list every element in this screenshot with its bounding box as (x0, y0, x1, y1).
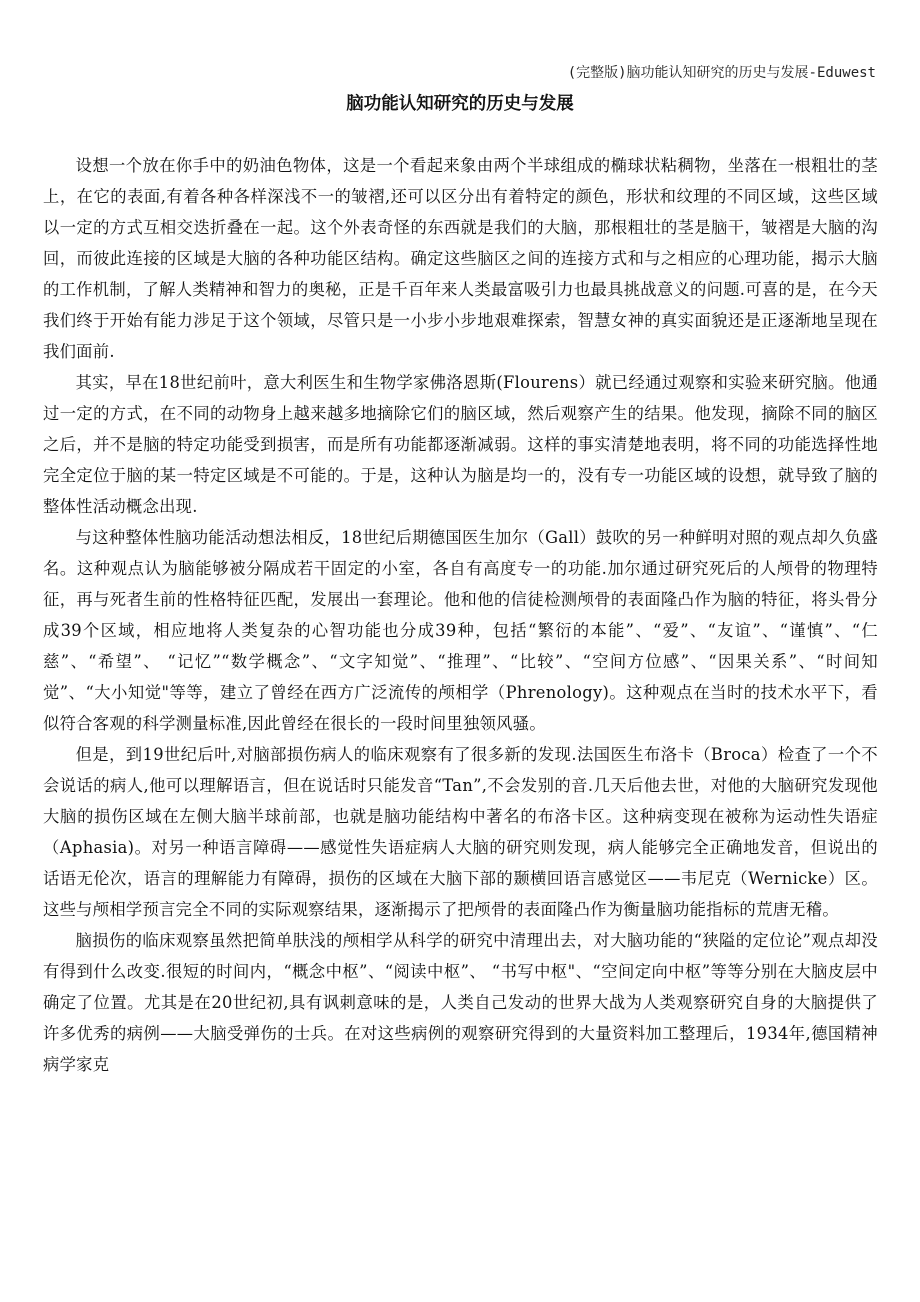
document-body (43, 150, 878, 1080)
paragraph-flourens: 其实，早在18世纪前叶，意大利医生和生物学家佛洛恩斯(Flourens）就已经通过观察和实验来研究脑。他通过一定的方式，在不同的动物身上越来越多地摘除它们的脑区域，然后观察产生的结果。他发现，摘除不同的脑区之后，并不是脑的特定功能受到损害，而是所有功能都逐渐减弱。这样的事实清楚地表明，将不同的功能选择性地完全定位于脑的某一特定区域是不可能的。于是，这种认为脑是均一的，没有专一功能区域的设想，就导致了脑的整体性活动概念出现. (43, 373, 878, 516)
paragraph-broca-wernicke: 但是，到19世纪后叶,对脑部损伤病人的临床观察有了很多新的发现.法国医生布洛卡（Broca）检查了一个不会说话的病人,他可以理解语言，但在说话时只能发音“Tan”,不会发别的音.几天后他去世，对他的大脑研究发现他大脑的损伤区域在左侧大脑半球前部，也就是脑功能结构中著名的布洛卡区。这种病变现在被称为运动性失语症（Aphasia)。对另一种语言障碍——感觉性失语症病人大脑的研究则发现，病人能够完全正确地发音，但说出的话语无伦次，语言的理解能力有障碍，损伤的区域在大脑下部的颞横回语言感觉区——韦尼克（Wernicke）区。这些与颅相学预言完全不同的实际观察结果，逐渐揭示了把颅骨的表面隆凸作为衡量脑功能指标的荒唐无稽。 (43, 745, 878, 919)
paragraph-intro: 设想一个放在你手中的奶油色物体，这是一个看起来象由两个半球组成的椭球状粘稠物，坐落在一根粗壮的茎上，在它的表面,有着各种各样深浅不一的皱褶,还可以区分出有着特定的颜色，形状和纹理的不同区域，这些区域以一定的方式互相交迭折叠在一起。这个外表奇怪的东西就是我们的大脑，那根粗壮的茎是脑干，皱褶是大脑的沟回，而彼此连接的区域是大脑的各种功能区结构。确定这些脑区之间的连接方式和与之相应的心理功能，揭示大脑的工作机制，了解人类精神和智力的奥秘，正是千百年来人类最富吸引力也最具挑战意义的问题.可喜的是，在今天我们终于开始有能力涉足于这个领域，尽管只是一小步小步地艰难探索，智慧女神的真实面貌还是正逐渐地呈现在我们面前. (43, 156, 878, 361)
document-title: 脑功能认知研究的历史与发展 (346, 94, 574, 114)
running-header: (完整版)脑功能认知研究的历史与发展-Eduwest (567, 65, 876, 81)
paragraph-localization: 脑损伤的临床观察虽然把简单肤浅的颅相学从科学的研究中清理出去，对大脑功能的“狭隘的定位论”观点却没有得到什么改变.很短的时间内，“概念中枢”、“阅读中枢”、 “书写中枢"、“空间定向中枢”等等分别在大脑皮层中确定了位置。尤其是在20世纪初,具有讽刺意味的是，人类自己发动的世界大战为人类观察研究自身的大脑提供了许多优秀的病例——大脑受弹伤的士兵。在对这些病例的观察研究得到的大量资料加工整理后，1934年,德国精神病学家克 (43, 931, 878, 1074)
paragraph-gall-phrenology: 与这种整体性脑功能活动想法相反，18世纪后期德国医生加尔（Gall）鼓吹的另一种鲜明对照的观点却久负盛名。这种观点认为脑能够被分隔成若干固定的小室，各自有高度专一的功能.加尔通过研究死后的人颅骨的物理特征，再与死者生前的性格特征匹配，发展出一套理论。他和他的信徒检测颅骨的表面隆凸作为脑的特征，将头骨分成39个区域，相应地将人类复杂的心智功能也分成39种，包括“繁衍的本能”、“爱”、“友谊”、“谨慎”、“仁慈”、“希望”、 “记忆”“数学概念”、“文字知觉”、“推理”、“比较”、“空间方位感”、“因果关系”、“时间知觉”、“大小知觉"等等，建立了曾经在西方广泛流传的颅相学（Phrenology)。这种观点在当时的技术水平下，看似符合客观的科学测量标准,因此曾经在很长的一段时间里独领风骚。 (43, 528, 878, 733)
